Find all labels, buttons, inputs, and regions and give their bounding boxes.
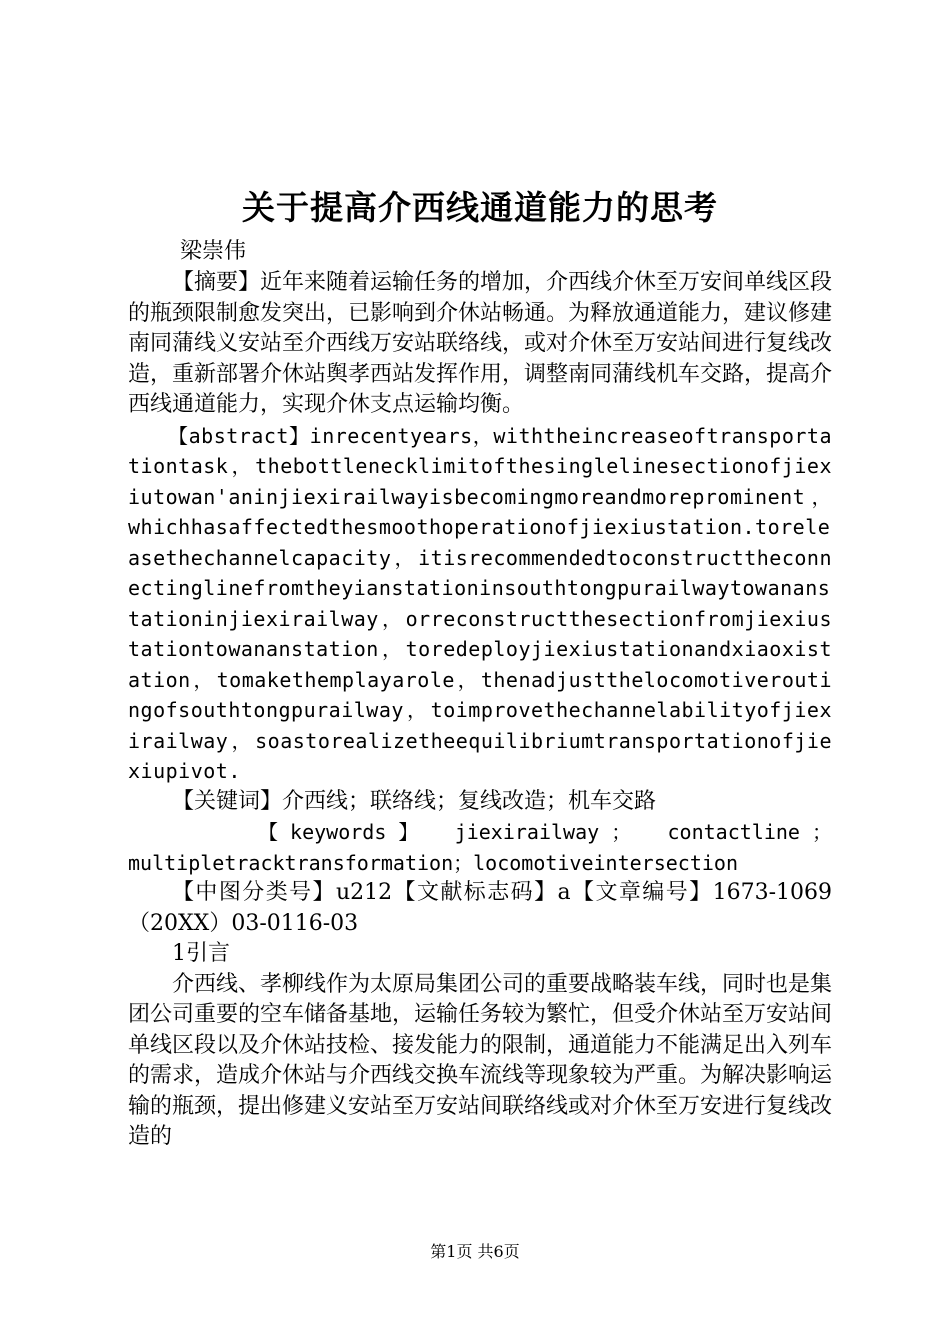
keyword-2: contactline ； — [667, 820, 832, 844]
document-title: 关于提高介西线通道能力的思考 — [242, 188, 718, 227]
author-name: 梁崇伟 — [180, 239, 247, 264]
abstract-english: 【abstract】inrecentyears，withtheincreaseoftransportationtask，thebottlenecklimitofthesinglelinesectionofjiexiutowan'aninjiexirailwayisbecomingmoreandmoreprominent，whichhasaffectedthesmoothoperationofjiexiustation.toreleasethechannelcapacity，itisrecommendedtoconstructtheconnectinglinefromtheyianstationinsouthtongpurailwaytowananstationinjiexirailway，orreconstructthesectionfromjiexiustationtowananstation，toredeployjiexiustationandxiaoxistation，tomakethemplayarole，thenadjustthelocomotiveroutingofsouthtongpurailway，toimprovethechannelabilityofjiexirailway，soastorealizetheequilibriumtransportationofjiexiupivot. — [128, 423, 832, 783]
keywords-chinese: 【关键词】介西线；联络线；复线改造；机车交路 — [172, 788, 657, 814]
document-page — [128, 180, 832, 1153]
abstract-chinese: 【摘要】近年来随着运输任务的增加，介西线介休至万安间单线区段的瓶颈限制愈发突出，已影响到介休站畅通。为释放通道能力，建议修建南同蒲线义安站至介西线万安站联络线，或对介休至万安站间进行复线改造，重新部署介休站舆孝西站发挥作用，调整南同蒲线机车交路，提高介西线通道能力，实现介休支点运输均衡。 — [128, 270, 833, 417]
page-footer: 第1页 共6页 — [430, 1242, 520, 1261]
keywords-english-label: 【 keywords 】 — [258, 820, 419, 844]
keyword-1: jiexirailway ； — [454, 820, 632, 844]
section-heading: 1引言 — [172, 941, 230, 966]
section-body: 介西线、孝柳线作为太原局集团公司的重要战略装车线，同时也是集团公司重要的空车储备基地，运输任务较为繁忙，但受介休站至万安站间单线区段以及介休站技检、接发能力的限制，通道能力不能满足出入列车的需求，造成介休站与介西线交换车流线等现象较为严重。为解决影响运输的瓶颈，提出修建义安站至万安站间联络线或对介休至万安进行复线改造的 — [128, 971, 833, 1149]
keywords-english — [128, 817, 832, 878]
classification-info: 【中图分类号】u212【文献标志码】a【文章编号】1673-1069（20XX）03-0116-03 — [128, 880, 832, 936]
keywords-english-line2: multipletracktransformation；locomotiveintersection — [128, 850, 739, 875]
